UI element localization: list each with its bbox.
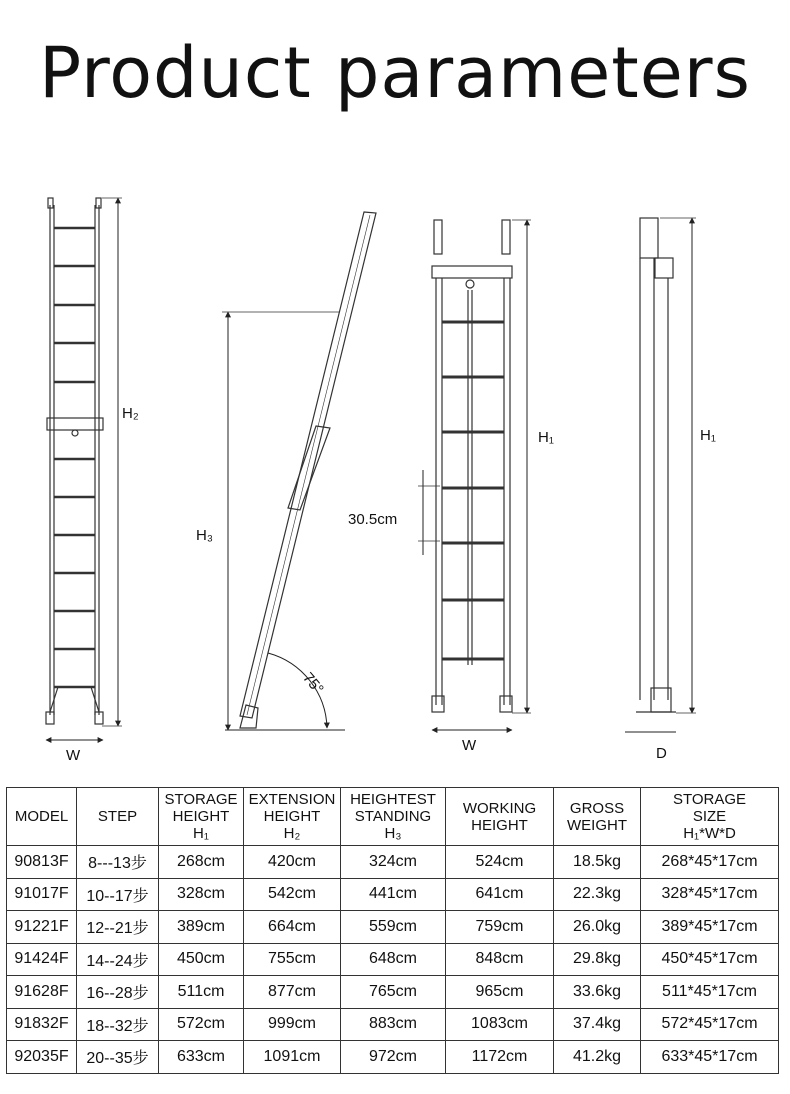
cell-storage-size: 268*45*17cm [641, 846, 779, 879]
table-row [7, 1041, 779, 1074]
cell-extension-height: 999cm [244, 1008, 341, 1041]
cell-model: 91832F [7, 1008, 77, 1041]
cell-model: 90813F [7, 846, 77, 879]
h2-label: H₂ [122, 405, 139, 422]
specification-table [6, 787, 779, 1074]
cell-gross-weight: 37.4kg [554, 1008, 641, 1041]
step-spacing-label: 30.5cm [348, 511, 398, 528]
header-model: MODEL [7, 788, 77, 846]
cell-storage-height: 450cm [159, 943, 244, 976]
cell-gross-weight: 41.2kg [554, 1041, 641, 1074]
cell-model: 92035F [7, 1041, 77, 1074]
cell-step: 20--35步 [77, 1041, 159, 1074]
cell-storage-height: 389cm [159, 911, 244, 944]
cell-working-height: 524cm [446, 846, 554, 879]
cell-heightest-standing: 324cm [341, 846, 446, 879]
cell-extension-height: 420cm [244, 846, 341, 879]
cell-step: 12--21步 [77, 911, 159, 944]
cell-extension-height: 877cm [244, 976, 341, 1009]
header-extension-height: EXTENSION HEIGHT H₂ [244, 788, 341, 846]
cell-working-height: 965cm [446, 976, 554, 1009]
cell-storage-size: 511*45*17cm [641, 976, 779, 1009]
cell-working-height: 641cm [446, 878, 554, 911]
cell-storage-height: 328cm [159, 878, 244, 911]
cell-storage-height: 572cm [159, 1008, 244, 1041]
cell-extension-height: 664cm [244, 911, 341, 944]
w-label-storage: W [462, 737, 477, 754]
angle-label: 75° [299, 669, 327, 698]
table-row [7, 1008, 779, 1041]
cell-storage-size: 450*45*17cm [641, 943, 779, 976]
cell-working-height: 848cm [446, 943, 554, 976]
cell-gross-weight: 26.0kg [554, 911, 641, 944]
cell-working-height: 1172cm [446, 1041, 554, 1074]
cell-extension-height: 755cm [244, 943, 341, 976]
cell-model: 91628F [7, 976, 77, 1009]
cell-gross-weight: 33.6kg [554, 976, 641, 1009]
header-storage-size: STORAGE SIZE H₁*W*D [641, 788, 779, 846]
cell-working-height: 759cm [446, 911, 554, 944]
cell-working-height: 1083cm [446, 1008, 554, 1041]
cell-model: 91424F [7, 943, 77, 976]
table-row [7, 976, 779, 1009]
cell-step: 14--24步 [77, 943, 159, 976]
table-header-row [7, 788, 779, 846]
leaning-ladder-side-view [222, 212, 376, 730]
cell-step: 16--28步 [77, 976, 159, 1009]
cell-model: 91017F [7, 878, 77, 911]
header-storage-height: STORAGE HEIGHT H₁ [159, 788, 244, 846]
cell-storage-size: 572*45*17cm [641, 1008, 779, 1041]
cell-heightest-standing: 441cm [341, 878, 446, 911]
cell-step: 8---13步 [77, 846, 159, 879]
cell-gross-weight: 29.8kg [554, 943, 641, 976]
h3-label: H₃ [196, 527, 213, 544]
table-row [7, 846, 779, 879]
w-label-extended: W [66, 747, 81, 764]
cell-heightest-standing: 765cm [341, 976, 446, 1009]
cell-heightest-standing: 648cm [341, 943, 446, 976]
storage-ladder-front-view [418, 220, 531, 730]
cell-storage-size: 328*45*17cm [641, 878, 779, 911]
cell-storage-size: 633*45*17cm [641, 1041, 779, 1074]
table-row [7, 943, 779, 976]
cell-storage-height: 268cm [159, 846, 244, 879]
cell-extension-height: 1091cm [244, 1041, 341, 1074]
cell-gross-weight: 18.5kg [554, 846, 641, 879]
header-step: STEP [77, 788, 159, 846]
cell-gross-weight: 22.3kg [554, 878, 641, 911]
cell-extension-height: 542cm [244, 878, 341, 911]
cell-model: 91221F [7, 911, 77, 944]
cell-heightest-standing: 972cm [341, 1041, 446, 1074]
table-row [7, 878, 779, 911]
table-row [7, 911, 779, 944]
cell-step: 18--32步 [77, 1008, 159, 1041]
page-title: Product parameters [38, 32, 752, 114]
cell-step: 10--17步 [77, 878, 159, 911]
cell-heightest-standing: 883cm [341, 1008, 446, 1041]
header-gross-weight: GROSS WEIGHT [554, 788, 641, 846]
d-label: D [656, 745, 667, 762]
header-working-height: WORKING HEIGHT [446, 788, 554, 846]
header-heightest-standing: HEIGHTEST STANDING H₃ [341, 788, 446, 846]
cell-heightest-standing: 559cm [341, 911, 446, 944]
h1-label-side: H₁ [700, 427, 716, 444]
cell-storage-height: 511cm [159, 976, 244, 1009]
extended-ladder-front-view [46, 198, 122, 740]
storage-ladder-side-view [625, 218, 696, 732]
h1-label-front: H₁ [538, 429, 554, 446]
cell-storage-size: 389*45*17cm [641, 911, 779, 944]
cell-storage-height: 633cm [159, 1041, 244, 1074]
